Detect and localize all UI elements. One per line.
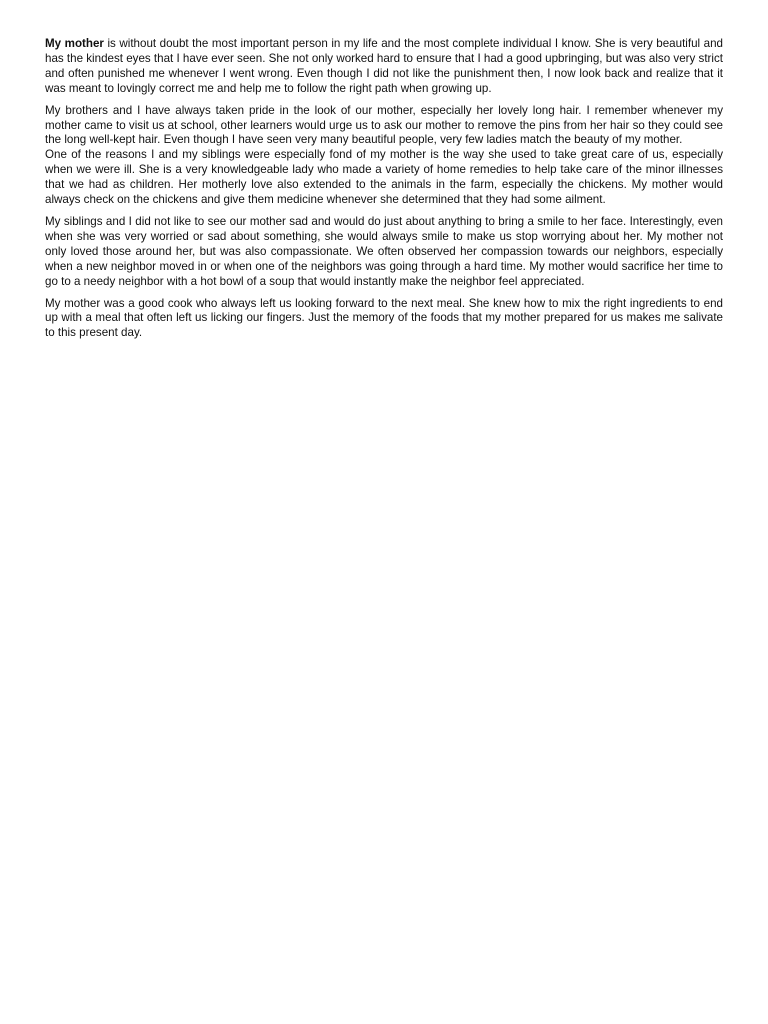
paragraph-2 [45, 104, 723, 149]
paragraph-4-text: My siblings and I did not like to see our mother sad and would do just about anything to bring a smile to her face. Interestingly, even when she was very worried or sad about something, she would always smile to make us stop worrying about her. My mother not only loved those around her, but was also compassionate. We often observed her compassion towards our neighbors, especially when a new neighbor moved in or when one of the neighbors was going through a hard time. My mother would sacrifice her time to go to a needy neighbor with a hot bowl of a soup that would instantly make the neighbor feel appreciated. [45, 214, 723, 288]
paragraph-3-text: One of the reasons I and my siblings were especially fond of my mother is the way she used to take great care of us, especially when we were ill. She is a very knowledgeable lady who made a variety of home remedies to help take care of the minor illnesses that we had as children. Her motherly love also extended to the animals in the farm, especially the chickens. My mother would always check on the chickens and give them medicine whenever she determined that they had some ailment. [45, 148, 723, 207]
paragraph-2-text: My brothers and I have always taken pride in the look of our mother, especially her lovely long hair. I remember whenever my mother came to visit us at school, other learners would urge us to ask our mother to remove the pins from her hair so they could see the long well-kept hair. Even though I have seen very many beautiful people, very few ladies match the beauty of my mother. [45, 103, 723, 147]
paragraph-5-text: My mother was a good cook who always left us looking forward to the next meal. She knew how to mix the right ingredients to end up with a meal that often left us licking our fingers. Just the memory of the foods that my mother prepared for us makes me salivate to this present day. [45, 296, 723, 340]
paragraph-5 [45, 297, 723, 342]
paragraph-4 [45, 215, 723, 290]
paragraph-1 [45, 37, 723, 97]
paragraph-1-lead: My mother [45, 37, 104, 50]
paragraph-3 [45, 148, 723, 208]
document-page [45, 37, 723, 348]
paragraph-1-text: is without doubt the most important person in my life and the most complete individual I know. She is very beautiful and has the kindest eyes that I have ever seen. She not only worked hard to ensure that I had a good upbringing, but was also very strict and often punished me whenever I went wrong. Even though I did not like the punishment then, I now look back and realize that it was meant to lovingly correct me and help me to follow the right path when growing up. [45, 37, 723, 95]
